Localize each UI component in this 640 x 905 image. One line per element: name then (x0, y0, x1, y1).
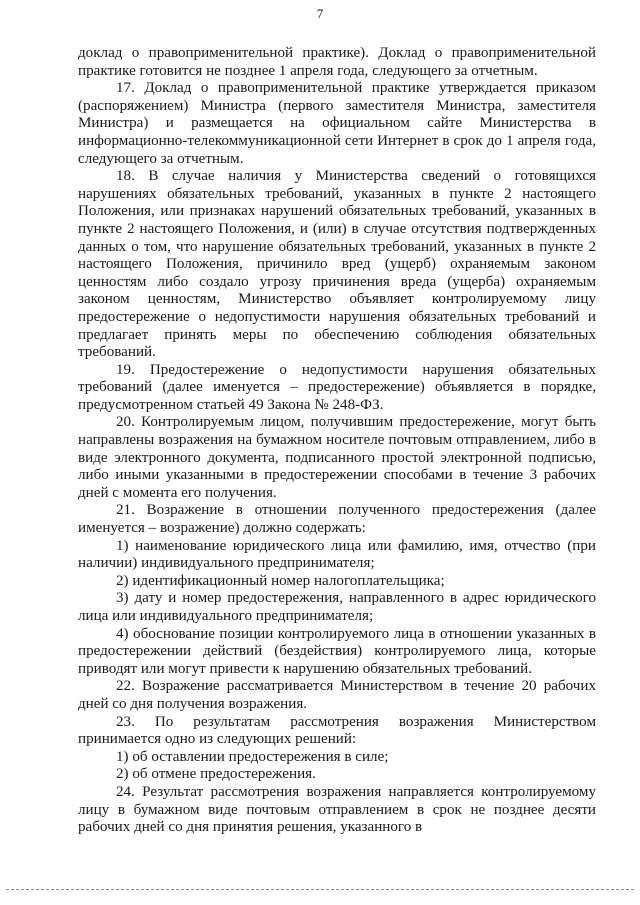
document-body (78, 45, 596, 837)
list-item: 2) идентификационный номер налогоплательщика; (116, 572, 445, 589)
list-item: 1) об оставлении предостережения в силе; (116, 748, 389, 765)
paragraph-20: 20. Контролируемым лицом, получившим предостережение, могут быть направлены возражения на бумажном носителе почтовым отправлением, либо в виде электронного документа, подписанного простой электронной подписью, либо иными указанными в предостережении способами в течение 3 рабочих дней с момента его получения. (78, 414, 596, 501)
list-item: 3) дату и номер предостережения, направленного в адрес юридического лица или индивидуального предпринимателя; (78, 590, 596, 624)
list-item: 4) обоснование позиции контролируемого лица в отношении указанных в предостережении действий (бездействия) контролируемого лица, которые приводят или могут привести к нарушению обязательных требований. (78, 625, 596, 677)
list-item: 1) наименование юридического лица или фамилию, имя, отчество (при наличии) индивидуального предпринимателя; (78, 537, 596, 572)
paragraph-24: 24. Результат рассмотрения возражения направляется контролируемому лицу в бумажном виде почтовым отправлением в срок не позднее десяти рабочих дней со дня принятия решения, указанного в (78, 783, 596, 836)
paragraph-18: 18. В случае наличия у Министерства сведений о готовящихся нарушениях обязательных требований, указанных в пункте 2 настоящего Положения, или признаках нарушений обязательных требований, указанных в пункте 2 настоящего Положения, и (или) в случае отсутствия подтвержденных данных о том, что нарушение обязательных требований, указанных в пункте 2 настоящего Положения, причинило вред (ущерб) охраняемым законом ценностям либо создало угрозу причинения вреда (ущерба) охраняемым законом ценностям, Министерство объявляет контролируемому лицу предостережение о недопустимости нарушения обязательных требований и предлагает принять меры по обеспечению соблюдения обязательных требований. (78, 168, 596, 361)
paragraph-19: 19. Предостережение о недопустимости нарушения обязательных требований (далее именуется – предостережение) объявляется в порядке, предусмотренном статьей 49 Закона № 248-ФЗ. (78, 361, 596, 413)
paragraph-continuation: доклад о правоприменительной практике). Доклад о правоприменительной практике готовится не позднее 1 апреля года, следующего за отчетным. (78, 45, 596, 79)
paragraph-21: 21. Возражение в отношении полученного предостережения (далее именуется – возражение) должно содержать: (78, 502, 596, 537)
list-item: 2) об отмене предостережения. (116, 766, 316, 783)
page-number: 7 (316, 6, 324, 21)
paragraph-23: 23. По результатам рассмотрения возражения Министерством принимается одно из следующих решений: (78, 713, 596, 748)
page-bottom-divider (6, 889, 634, 890)
paragraph-17: 17. Доклад о правоприменительной практике утверждается приказом (распоряжением) Министра (первого заместителя Министра, заместителя Министра) и размещается на официальном сайте Министерства в информационно-телекоммуникационной сети Интернет в срок до 1 апреля года, следующего за отчетным. (78, 80, 596, 167)
paragraph-22: 22. Возражение рассматривается Министерством в течение 20 рабочих дней со дня получения возражения. (78, 678, 596, 712)
